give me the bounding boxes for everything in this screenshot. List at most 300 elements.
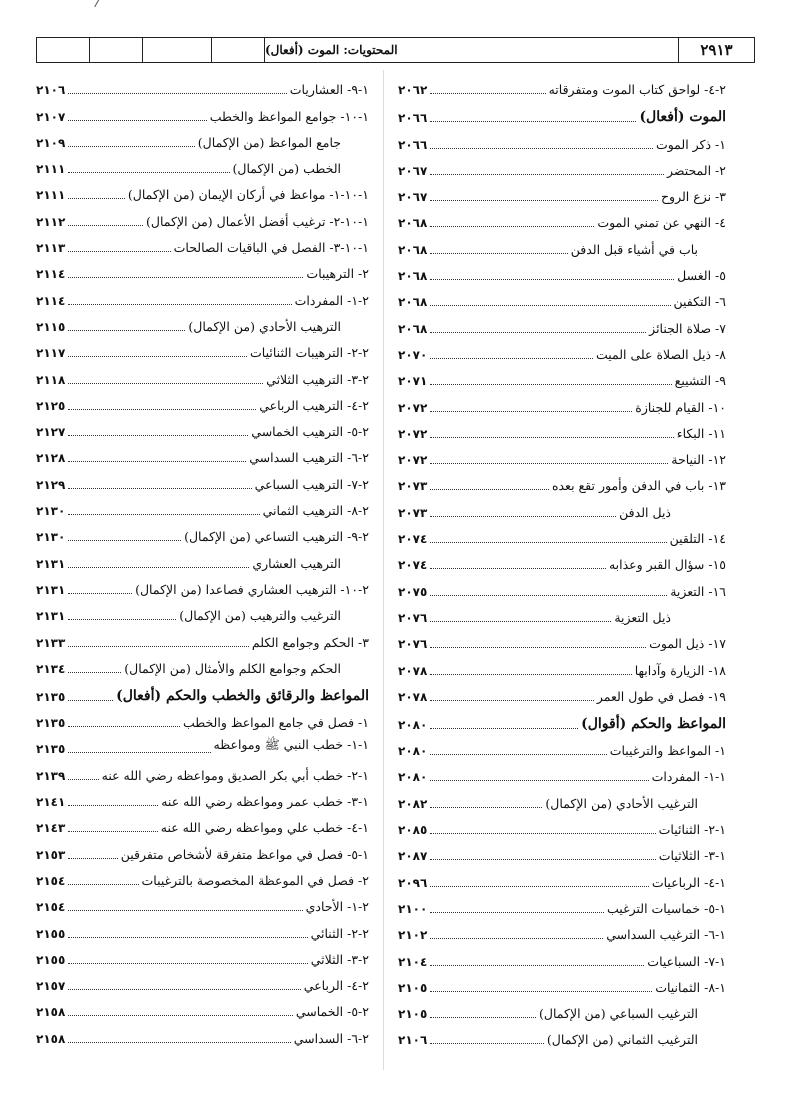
leader-dots bbox=[68, 646, 249, 647]
toc-entry-page: ٢١٥٥ bbox=[36, 926, 66, 941]
leader-dots bbox=[430, 886, 649, 887]
leader-dots bbox=[430, 174, 664, 175]
toc-entry-title: الترغيب الأحادي (من الإكمال) bbox=[545, 795, 698, 811]
toc-entry-page: ٢١١١ bbox=[36, 188, 66, 203]
toc-entry bbox=[36, 655, 369, 681]
toc-entry-page: ٢٠٦٦ bbox=[398, 137, 428, 152]
page-header bbox=[36, 37, 755, 63]
toc-entry-title: الترهيب الأحادي (من الإكمال) bbox=[188, 318, 341, 334]
leader-dots bbox=[68, 409, 256, 410]
toc-entry-title: ١-٢- الثنائيات bbox=[658, 822, 726, 838]
toc-entry-title: ذيل الدفن bbox=[619, 504, 671, 520]
toc-entry-page: ٢٠٧٢ bbox=[398, 400, 428, 415]
toc-entry-page: ٢١٠٥ bbox=[398, 1007, 428, 1022]
toc-entry bbox=[36, 576, 369, 602]
toc-entry-page: ٢١٠٦ bbox=[36, 83, 66, 98]
leader-dots bbox=[68, 146, 195, 147]
toc-entry-title: ١-٥- فصل في مواعظ متفرقة لأشخاص متفرقين bbox=[120, 846, 369, 862]
toc-entry-title: ١٦- التعزية bbox=[670, 583, 726, 599]
toc-entry-page: ٢٠٦٨ bbox=[398, 216, 428, 231]
leader-dots bbox=[68, 963, 307, 964]
toc-entry-page: ٢١٢٧ bbox=[36, 425, 66, 440]
toc-entry-title: ١-٥- خماسيات الترغيب bbox=[607, 900, 726, 916]
toc-entry bbox=[36, 972, 369, 998]
toc-entry bbox=[36, 497, 369, 523]
toc-entry-page: ٢١٠٤ bbox=[398, 954, 428, 969]
toc-entry-page: ٢١٣١ bbox=[36, 609, 66, 624]
leader-dots bbox=[430, 965, 644, 966]
toc-entry bbox=[398, 367, 726, 393]
toc-entry-title: ٢-١٠- الترهيب العشاري فصاعدا (من الإكمال) bbox=[135, 581, 369, 597]
toc-entry bbox=[36, 893, 369, 919]
toc-entry-title: ١-٩- العشاريات bbox=[289, 82, 369, 98]
toc-entry-page: ٢٠٧٨ bbox=[398, 663, 428, 678]
toc-entry-title: ٢- الترهيبات bbox=[306, 266, 369, 282]
leader-dots bbox=[430, 516, 616, 517]
toc-entry-page: ٢١٢٥ bbox=[36, 398, 66, 413]
toc-entry-page: ٢٠٨٢ bbox=[398, 796, 428, 811]
toc-entry-page: ٢٠٦٧ bbox=[398, 190, 428, 205]
leader-dots bbox=[68, 225, 143, 226]
toc-entry-title: ذيل التعزية bbox=[614, 609, 671, 625]
toc-entry bbox=[36, 392, 369, 418]
leader-dots bbox=[68, 251, 170, 252]
toc-entry bbox=[36, 814, 369, 840]
toc-entry bbox=[36, 181, 369, 207]
toc-entry-page: ٢١١٢ bbox=[36, 214, 66, 229]
toc-entry bbox=[36, 946, 369, 972]
leader-dots bbox=[430, 859, 655, 860]
toc-entry-title: ١-٣- خطب عمر ومواعظه رضي الله عنه bbox=[161, 794, 369, 810]
leader-dots bbox=[68, 884, 138, 885]
toc-entry-title: ٢-٨- الترهيب الثماني bbox=[262, 503, 369, 519]
toc-entry bbox=[36, 286, 369, 312]
toc-entry bbox=[36, 549, 369, 575]
toc-entry-page: ٢١٤٣ bbox=[36, 821, 66, 836]
toc-entry bbox=[36, 207, 369, 233]
toc-entry-title: ٢-٩- الترهيب التساعي (من الإكمال) bbox=[184, 529, 369, 545]
toc-left-column bbox=[36, 76, 369, 1051]
toc-entry bbox=[398, 183, 726, 209]
toc-entry-page: ٢١٣٥ bbox=[36, 742, 66, 757]
toc-entry-title: الموت (أفعال) bbox=[639, 109, 726, 126]
toc-entry-page: ٢١٥٥ bbox=[36, 952, 66, 967]
leader-dots bbox=[430, 463, 668, 464]
toc-entry bbox=[398, 314, 726, 340]
toc-entry-page: ٢١١٣ bbox=[36, 241, 66, 256]
toc-entry bbox=[36, 129, 369, 155]
leader-dots bbox=[430, 728, 578, 729]
toc-entry bbox=[398, 551, 726, 577]
leader-dots bbox=[430, 200, 658, 201]
toc-entry bbox=[36, 523, 369, 549]
toc-entry-page: ٢٠٦٨ bbox=[398, 295, 428, 310]
toc-entry bbox=[398, 816, 726, 842]
toc-entry-title: ٢-٥- الترهيب الخماسي bbox=[251, 424, 369, 440]
toc-entry-page: ٢٠٧٠ bbox=[398, 347, 428, 362]
toc-entry bbox=[398, 604, 726, 630]
leader-dots bbox=[430, 148, 653, 149]
toc-entry-page: ٢١٣١ bbox=[36, 556, 66, 571]
toc-entry-page: ٢١٤١ bbox=[36, 795, 66, 810]
leader-dots bbox=[68, 277, 303, 278]
toc-entry-page: ٢٠٧٣ bbox=[398, 505, 428, 520]
toc-entry-page: ٢٠٧٦ bbox=[398, 610, 428, 625]
leader-dots bbox=[430, 121, 636, 122]
toc-entry bbox=[398, 974, 726, 1000]
toc-entry bbox=[36, 470, 369, 496]
toc-entry bbox=[398, 76, 726, 102]
toc-entry-page: ٢١٥٨ bbox=[36, 1005, 66, 1020]
column-divider bbox=[383, 70, 384, 1070]
toc-entry-title: ٢- المحتضر bbox=[666, 162, 726, 178]
toc-entry-page: ٢١٥٧ bbox=[36, 979, 66, 994]
toc-entry bbox=[36, 260, 369, 286]
leader-dots bbox=[68, 488, 251, 489]
leader-dots bbox=[430, 437, 673, 438]
toc-entry-page: ٢١١٤ bbox=[36, 267, 66, 282]
toc-entry-title: الترغيب والترهيب (من الإكمال) bbox=[179, 608, 341, 624]
toc-entry-title: المواعظ والرقائق والخطب والحكم (أفعال) bbox=[116, 687, 369, 704]
toc-entry bbox=[398, 921, 726, 947]
toc-entry-page: ٢٠٧٤ bbox=[398, 558, 428, 573]
toc-entry-title: ٢-٥- الخماسي bbox=[295, 1004, 369, 1020]
toc-entry-page: ٢١١٥ bbox=[36, 319, 66, 334]
toc-entry-title: ١٠- القيام للجنازة bbox=[635, 399, 726, 415]
toc-entry-title: ١-٦- الترغيب السداسي bbox=[606, 927, 726, 943]
toc-entry-title: المواعظ والحكم (أقوال) bbox=[581, 715, 726, 732]
toc-entry-page: ٢١٥٨ bbox=[36, 1031, 66, 1046]
toc-entry bbox=[398, 262, 726, 288]
toc-entry bbox=[36, 339, 369, 365]
toc-entry bbox=[36, 628, 369, 654]
toc-entry-title: ١-٢- خطب أبي بكر الصديق ومواعظه رضي الله عنه bbox=[101, 767, 369, 783]
toc-entry bbox=[398, 789, 726, 815]
toc-entry-page: ٢٠٨٠ bbox=[398, 744, 428, 759]
leader-dots bbox=[68, 172, 229, 173]
toc-entry-title: ١٧- ذيل الموت bbox=[649, 636, 726, 652]
toc-entry bbox=[398, 737, 726, 763]
toc-entry-page: ٢٠٧٦ bbox=[398, 637, 428, 652]
toc-entry-title: ٢-٦- الترهيب السداسي bbox=[249, 450, 369, 466]
toc-section-heading bbox=[398, 102, 726, 130]
header-cell bbox=[37, 38, 90, 62]
header-cell bbox=[212, 38, 265, 62]
toc-entry-title: ١-١٠-٣- الفصل في الباقيات الصالحات bbox=[173, 240, 369, 256]
toc-entry-title: ١٢- النياحة bbox=[671, 452, 726, 468]
leader-dots bbox=[430, 621, 611, 622]
toc-entry-page: ٢١٥٤ bbox=[36, 900, 66, 915]
leader-dots bbox=[68, 779, 98, 780]
toc-entry-page: ٢١٠٦ bbox=[398, 1033, 428, 1048]
leader-dots bbox=[430, 253, 567, 254]
leader-dots bbox=[430, 833, 655, 834]
toc-entry-title: ٢-١- المفردات bbox=[294, 292, 369, 308]
toc-entry-title: ١٣- باب في الدفن وأمور تقع بعده bbox=[551, 478, 726, 494]
leader-dots bbox=[68, 937, 307, 938]
toc-entry-page: ٢١٣٠ bbox=[36, 504, 66, 519]
toc-entry-title: ٣- نزع الروح bbox=[660, 189, 726, 205]
toc-entry-page: ٢١٣٣ bbox=[36, 635, 66, 650]
toc-entry bbox=[36, 234, 369, 260]
leader-dots bbox=[430, 305, 670, 306]
leader-dots bbox=[68, 567, 249, 568]
toc-entry-title: ٩- التشييع bbox=[674, 373, 726, 389]
leader-dots bbox=[68, 356, 247, 357]
toc-entry bbox=[398, 1026, 726, 1052]
toc-entry-page: ٢٠٧٨ bbox=[398, 689, 428, 704]
toc-entry-title: الترغيب السباعي (من الإكمال) bbox=[539, 1006, 698, 1022]
toc-entry-page: ٢١٠٧ bbox=[36, 109, 66, 124]
leader-dots bbox=[430, 332, 646, 333]
leader-dots bbox=[68, 514, 259, 515]
leader-dots bbox=[68, 120, 206, 121]
leader-dots bbox=[68, 435, 248, 436]
toc-entry bbox=[36, 919, 369, 945]
leader-dots bbox=[430, 700, 594, 701]
toc-entry bbox=[398, 1000, 726, 1026]
toc-entry bbox=[36, 840, 369, 866]
toc-entry bbox=[36, 313, 369, 339]
toc-entry-title: ١-٣- الثلاثيات bbox=[658, 848, 726, 864]
toc-entry-title: ١٩- فصل في طول العمر bbox=[596, 688, 726, 704]
leader-dots bbox=[430, 384, 671, 385]
toc-entry-page: ٢١٠٥ bbox=[398, 980, 428, 995]
leader-dots bbox=[68, 989, 300, 990]
header-cell bbox=[90, 38, 143, 62]
toc-entry-title: ٨- ذيل الصلاة على الميت bbox=[595, 346, 726, 362]
toc-entry-page: ٢٠٦٨ bbox=[398, 242, 428, 257]
leader-dots bbox=[68, 540, 181, 541]
leader-dots bbox=[68, 619, 176, 620]
leader-dots bbox=[68, 93, 286, 94]
toc-entry-title: ١٤- التلقين bbox=[669, 531, 726, 547]
toc-entry-page: ٢٠٨٥ bbox=[398, 823, 428, 838]
toc-entry bbox=[36, 365, 369, 391]
leader-dots bbox=[430, 279, 674, 280]
toc-entry-page: ٢٠٦٨ bbox=[398, 321, 428, 336]
toc-entry-page: ٢٠٨٠ bbox=[398, 770, 428, 785]
toc-entry-page: ٢٠٦٧ bbox=[398, 163, 428, 178]
leader-dots bbox=[68, 383, 263, 384]
toc-entry bbox=[398, 868, 726, 894]
toc-entry-title: الترغيب الثماني (من الإكمال) bbox=[546, 1032, 698, 1048]
toc-entry bbox=[398, 630, 726, 656]
leader-dots bbox=[430, 1017, 536, 1018]
toc-entry-page: ٢٠٨٧ bbox=[398, 849, 428, 864]
toc-entry-title: ٢-٤- لواحق كتاب الموت ومتفرقاته bbox=[548, 82, 726, 98]
toc-entry bbox=[398, 895, 726, 921]
toc-entry-title: ١-١- المفردات bbox=[651, 769, 726, 785]
leader-dots bbox=[430, 674, 631, 675]
toc-entry-title: الخطب (من الإكمال) bbox=[232, 161, 341, 177]
toc-entry bbox=[398, 446, 726, 472]
leader-dots bbox=[430, 647, 646, 648]
toc-entry bbox=[398, 947, 726, 973]
toc-entry bbox=[398, 288, 726, 314]
toc-entry-page: ٢١٠٢ bbox=[398, 928, 428, 943]
leader-dots bbox=[68, 1015, 293, 1016]
toc-entry bbox=[398, 656, 726, 682]
toc-entry-page: ٢١١١ bbox=[36, 162, 66, 177]
toc-entry-title: ١-٨- الثمانيات bbox=[655, 979, 726, 995]
leader-dots bbox=[430, 358, 593, 359]
toc-entry-title: ١١- البكاء bbox=[676, 425, 726, 441]
page-number: ٢٩١٣ bbox=[700, 41, 733, 59]
toc-entry-page: ٢١٢٨ bbox=[36, 451, 66, 466]
toc-entry bbox=[398, 472, 726, 498]
toc-entry-title: ٢-٤- الرباعي bbox=[303, 978, 369, 994]
toc-entry-page: ٢٠٩٦ bbox=[398, 875, 428, 890]
toc-entry-title: ٦- التكفين bbox=[673, 294, 726, 310]
leader-dots bbox=[430, 568, 606, 569]
toc-entry-page: ٢٠٧٢ bbox=[398, 453, 428, 468]
leader-dots bbox=[430, 1043, 544, 1044]
toc-entry bbox=[398, 763, 726, 789]
toc-entry bbox=[36, 709, 369, 735]
toc-entry-title: ١-١- خطب النبي ﷺ ومواعظه bbox=[213, 737, 369, 753]
leader-dots bbox=[68, 198, 125, 199]
toc-entry-title: ٢- فصل في الموعظة المخصوصة بالترغيبات bbox=[141, 872, 369, 888]
leader-dots bbox=[430, 754, 606, 755]
toc-entry-title: ٧- صلاة الجنائز bbox=[649, 320, 726, 336]
pen-mark bbox=[94, 0, 109, 12]
toc-entry bbox=[36, 761, 369, 787]
toc-entry-title: ٢-٤- الترهيب الرباعي bbox=[259, 397, 369, 413]
toc-entry-title: ١- فصل في جامع المواعظ والخطب bbox=[182, 715, 369, 731]
leader-dots bbox=[68, 304, 291, 305]
toc-entry-title: ٢-٢- الترهيبات الثنائيات bbox=[250, 345, 369, 361]
toc-entry-page: ٢١٣٩ bbox=[36, 768, 66, 783]
toc-entry-page: ٢١٠٩ bbox=[36, 135, 66, 150]
toc-entry-title: جامع المواعظ (من الإكمال) bbox=[197, 134, 341, 150]
toc-entry-title: ١٨- الزيارة وآدابها bbox=[634, 662, 726, 678]
toc-entry-title: ٢-٣- الثلاثي bbox=[310, 951, 369, 967]
toc-entry-page: ٢٠٦٨ bbox=[398, 269, 428, 284]
section-title: المحتويات: الموت (أفعال) bbox=[265, 38, 679, 62]
leader-dots bbox=[68, 726, 180, 727]
toc-entry-page: ٢١٣١ bbox=[36, 582, 66, 597]
toc-entry bbox=[398, 498, 726, 524]
toc-entry-title: ١- المواعظ والترغيبات bbox=[609, 743, 726, 759]
toc-entry-title: ١-٤- الرباعيات bbox=[651, 874, 726, 890]
toc-entry-page: ٢١٥٣ bbox=[36, 847, 66, 862]
leader-dots bbox=[430, 938, 603, 939]
toc-entry bbox=[36, 998, 369, 1024]
toc-entry bbox=[398, 209, 726, 235]
leader-dots bbox=[430, 226, 594, 227]
toc-entry-page: ٢١١٤ bbox=[36, 293, 66, 308]
toc-entry-title: ٢-٦- السداسي bbox=[293, 1030, 369, 1046]
toc-entry bbox=[398, 130, 726, 156]
toc-entry bbox=[36, 444, 369, 470]
toc-entry bbox=[398, 393, 726, 419]
toc-entry bbox=[36, 76, 369, 102]
toc-entry bbox=[398, 157, 726, 183]
leader-dots bbox=[68, 672, 121, 673]
leader-dots bbox=[68, 700, 113, 701]
leader-dots bbox=[68, 752, 210, 753]
leader-dots bbox=[430, 912, 604, 913]
leader-dots bbox=[68, 805, 158, 806]
toc-entry bbox=[398, 525, 726, 551]
leader-dots bbox=[430, 991, 652, 992]
toc-entry bbox=[36, 735, 369, 761]
toc-entry-page: ٢٠٧١ bbox=[398, 374, 428, 389]
toc-entry-title: ٤- النهي عن تمني الموت bbox=[597, 215, 726, 231]
leader-dots bbox=[430, 411, 632, 412]
toc-entry-title: ٢-١- الأحادي bbox=[305, 899, 369, 915]
toc-entry-title: ٢-٢- الثنائي bbox=[310, 925, 369, 941]
toc-section-heading bbox=[36, 681, 369, 709]
toc-entry-title: ١-١٠- جوامع المواعظ والخطب bbox=[209, 108, 369, 124]
toc-entry-title: ١-٧- السباعيات bbox=[647, 953, 726, 969]
leader-dots bbox=[68, 858, 117, 859]
toc-entry bbox=[36, 602, 369, 628]
toc-entry bbox=[36, 867, 369, 893]
toc-entry bbox=[36, 102, 369, 128]
toc-entry bbox=[398, 683, 726, 709]
toc-entry-page: ٢١٣٥ bbox=[36, 689, 66, 704]
leader-dots bbox=[430, 595, 667, 596]
toc-entry-page: ٢٠٧٤ bbox=[398, 532, 428, 547]
leader-dots bbox=[68, 461, 246, 462]
leader-dots bbox=[430, 489, 549, 490]
toc-right-column bbox=[398, 76, 726, 1052]
toc-entry-title: ٢-٧- الترهيب السباعي bbox=[254, 476, 369, 492]
toc-entry-page: ٢١٣٥ bbox=[36, 716, 66, 731]
toc-entry-page: ٢١٢٩ bbox=[36, 477, 66, 492]
toc-entry-page: ٢٠٧٣ bbox=[398, 479, 428, 494]
leader-dots bbox=[430, 542, 666, 543]
toc-entry-page: ٢١٠٠ bbox=[398, 901, 428, 916]
toc-entry-page: ٢١١٧ bbox=[36, 346, 66, 361]
leader-dots bbox=[68, 330, 185, 331]
toc-entry-page: ٢١٣٠ bbox=[36, 530, 66, 545]
toc-entry-title: الترهيب العشاري bbox=[252, 555, 341, 571]
toc-entry-title: ٢-٣- الترهيب الثلاثي bbox=[266, 371, 369, 387]
toc-entry-title: ١- ذكر الموت bbox=[655, 136, 726, 152]
leader-dots bbox=[68, 1042, 290, 1043]
leader-dots bbox=[68, 831, 157, 832]
toc-entry-title: الحكم وجوامع الكلم والأمثال (من الإكمال) bbox=[124, 660, 341, 676]
toc-entry bbox=[36, 155, 369, 181]
toc-entry bbox=[398, 235, 726, 261]
toc-entry-page: ٢٠٨٠ bbox=[398, 717, 428, 732]
toc-section-heading bbox=[398, 709, 726, 737]
toc-entry bbox=[398, 341, 726, 367]
toc-entry-page: ٢٠٧٢ bbox=[398, 426, 428, 441]
toc-entry bbox=[36, 418, 369, 444]
toc-entry-title: ٥- الغسل bbox=[677, 268, 726, 284]
leader-dots bbox=[430, 780, 648, 781]
toc-entry-title: ١٥- سؤال القبر وعذابه bbox=[608, 557, 726, 573]
toc-entry-page: ٢٠٦٦ bbox=[398, 111, 428, 126]
header-cell bbox=[143, 38, 212, 62]
toc-entry-title: باب في أشياء قبل الدفن bbox=[570, 241, 698, 257]
toc-entry bbox=[36, 1024, 369, 1050]
toc-entry bbox=[398, 842, 726, 868]
toc-entry-title: ١-١٠-١- مواعظ في أركان الإيمان (من الإكمال) bbox=[127, 187, 369, 203]
toc-entry-title: ١-١٠-٢- ترغيب أفضل الأعمال (من الإكمال) bbox=[146, 213, 369, 229]
toc-entry-page: ٢١٣٤ bbox=[36, 661, 66, 676]
toc-entry bbox=[398, 577, 726, 603]
leader-dots bbox=[68, 593, 132, 594]
toc-entry-page: ٢٠٧٥ bbox=[398, 584, 428, 599]
leader-dots bbox=[430, 807, 542, 808]
toc-entry-title: ٣- الحكم وجوامع الكلم bbox=[251, 634, 369, 650]
toc-entry bbox=[36, 788, 369, 814]
